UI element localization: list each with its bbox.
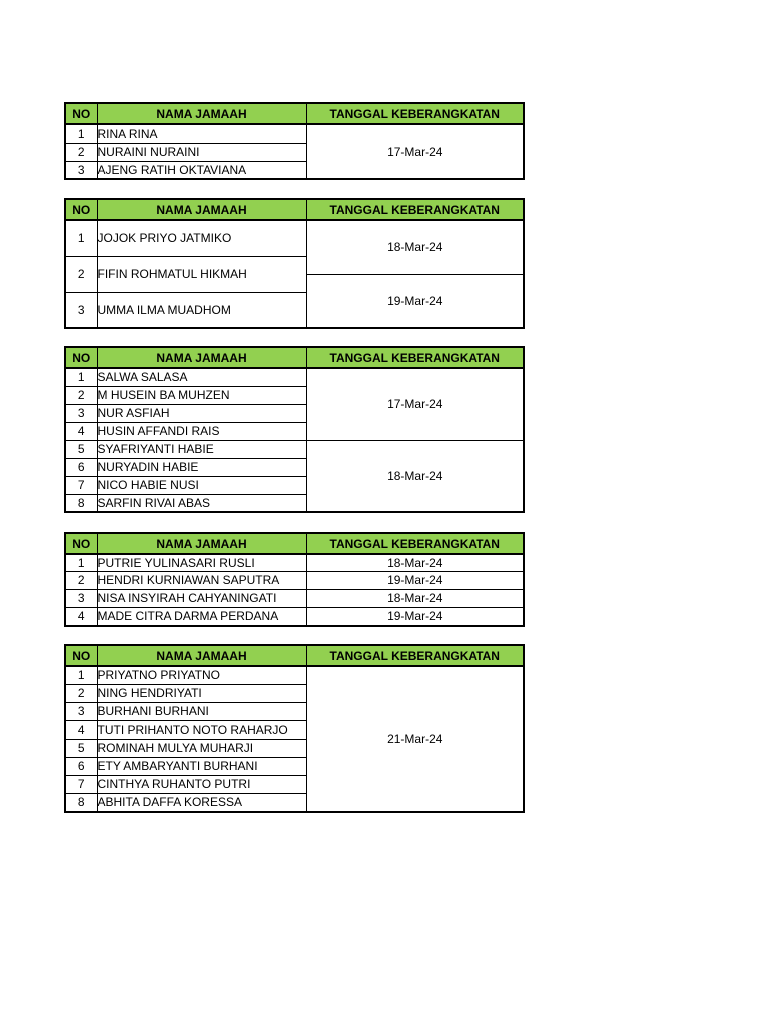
table-row — [65, 666, 524, 684]
row-no: 1 — [65, 220, 97, 256]
row-name: NUR ASFIAH — [97, 404, 306, 422]
row-no: 2 — [65, 386, 97, 404]
row-name: SYAFRIYANTI HABIE — [97, 440, 306, 458]
departure-date: 18-Mar-24 — [306, 220, 524, 274]
row-no: 2 — [65, 143, 97, 161]
row-no: 4 — [65, 720, 97, 739]
row-name: BURHANI BURHANI — [97, 702, 306, 720]
row-no: 6 — [65, 757, 97, 775]
departure-date: 19-Mar-24 — [306, 607, 524, 626]
row-no: 1 — [65, 124, 97, 143]
header-row — [65, 199, 524, 220]
row-name: ROMINAH MULYA MUHARJI — [97, 739, 306, 757]
row-no: 4 — [65, 422, 97, 440]
row-name: PUTRIE YULINASARI RUSLI — [97, 554, 306, 571]
row-name: TUTI PRIHANTO NOTO RAHARJO — [97, 720, 306, 739]
table-row — [65, 589, 524, 607]
row-name: NURAINI NURAINI — [97, 143, 306, 161]
header-name: NAMA JAMAAH — [97, 533, 306, 554]
header-name: NAMA JAMAAH — [97, 645, 306, 666]
header-row — [65, 645, 524, 666]
row-name: RINA RINA — [97, 124, 306, 143]
row-name: M HUSEIN BA MUHZEN — [97, 386, 306, 404]
header-no: NO — [65, 645, 97, 666]
header-row — [65, 533, 524, 554]
row-no: 1 — [65, 666, 97, 684]
row-name: SALWA SALASA — [97, 368, 306, 386]
row-name: ABHITA DAFFA KORESSA — [97, 793, 306, 812]
row-name: NISA INSYIRAH CAHYANINGATI — [97, 589, 306, 607]
row-no: 2 — [65, 684, 97, 702]
departure-date: 18-Mar-24 — [306, 589, 524, 607]
jamaah-table-2 — [64, 198, 525, 329]
row-name: HUSIN AFFANDI RAIS — [97, 422, 306, 440]
row-no: 5 — [65, 440, 97, 458]
row-no: 7 — [65, 476, 97, 494]
row-name: FIFIN ROHMATUL HIKMAH — [97, 256, 306, 292]
row-no: 7 — [65, 775, 97, 793]
header-no: NO — [65, 347, 97, 368]
header-date: TANGGAL KEBERANGKATAN — [306, 103, 524, 124]
row-name: JOJOK PRIYO JATMIKO — [97, 220, 306, 256]
row-name: NURYADIN HABIE — [97, 458, 306, 476]
row-no: 3 — [65, 702, 97, 720]
row-name: NICO HABIE NUSI — [97, 476, 306, 494]
header-name: NAMA JAMAAH — [97, 347, 306, 368]
header-row — [65, 103, 524, 124]
table-row — [65, 571, 524, 589]
row-name: SARFIN RIVAI ABAS — [97, 494, 306, 512]
row-no: 1 — [65, 368, 97, 386]
table-row — [65, 124, 524, 143]
table-row — [65, 440, 524, 458]
header-name: NAMA JAMAAH — [97, 103, 306, 124]
row-no: 3 — [65, 161, 97, 179]
departure-date: 17-Mar-24 — [306, 368, 524, 440]
table-row — [65, 220, 524, 238]
table-row — [65, 607, 524, 626]
row-no: 4 — [65, 607, 97, 626]
departure-date: 18-Mar-24 — [306, 554, 524, 571]
header-date: TANGGAL KEBERANGKATAN — [306, 533, 524, 554]
header-name: NAMA JAMAAH — [97, 199, 306, 220]
table-row — [65, 368, 524, 386]
departure-date: 17-Mar-24 — [306, 124, 524, 179]
row-no: 2 — [65, 256, 97, 292]
row-name: CINTHYA RUHANTO PUTRI — [97, 775, 306, 793]
row-no: 8 — [65, 793, 97, 812]
row-name: AJENG RATIH OKTAVIANA — [97, 161, 306, 179]
row-no: 3 — [65, 292, 97, 328]
header-no: NO — [65, 199, 97, 220]
row-no: 3 — [65, 404, 97, 422]
jamaah-table-5 — [64, 644, 525, 813]
row-no: 1 — [65, 554, 97, 571]
row-name: PRIYATNO PRIYATNO — [97, 666, 306, 684]
row-name: ETY AMBARYANTI BURHANI — [97, 757, 306, 775]
row-name: NING HENDRIYATI — [97, 684, 306, 702]
departure-date: 19-Mar-24 — [306, 274, 524, 328]
header-date: TANGGAL KEBERANGKATAN — [306, 645, 524, 666]
header-date: TANGGAL KEBERANGKATAN — [306, 347, 524, 368]
table-row — [65, 554, 524, 571]
jamaah-table-4 — [64, 532, 525, 627]
row-name: MADE CITRA DARMA PERDANA — [97, 607, 306, 626]
row-no: 6 — [65, 458, 97, 476]
row-no: 8 — [65, 494, 97, 512]
row-no: 2 — [65, 571, 97, 589]
row-name: UMMA ILMA MUADHOM — [97, 292, 306, 328]
jamaah-table-3 — [64, 346, 525, 513]
header-date: TANGGAL KEBERANGKATAN — [306, 199, 524, 220]
departure-date: 21-Mar-24 — [306, 666, 524, 812]
header-no: NO — [65, 533, 97, 554]
header-row — [65, 347, 524, 368]
row-no: 3 — [65, 589, 97, 607]
row-no: 5 — [65, 739, 97, 757]
jamaah-table-1 — [64, 102, 525, 180]
row-name: HENDRI KURNIAWAN SAPUTRA — [97, 571, 306, 589]
departure-date: 19-Mar-24 — [306, 571, 524, 589]
departure-date: 18-Mar-24 — [306, 440, 524, 512]
header-no: NO — [65, 103, 97, 124]
